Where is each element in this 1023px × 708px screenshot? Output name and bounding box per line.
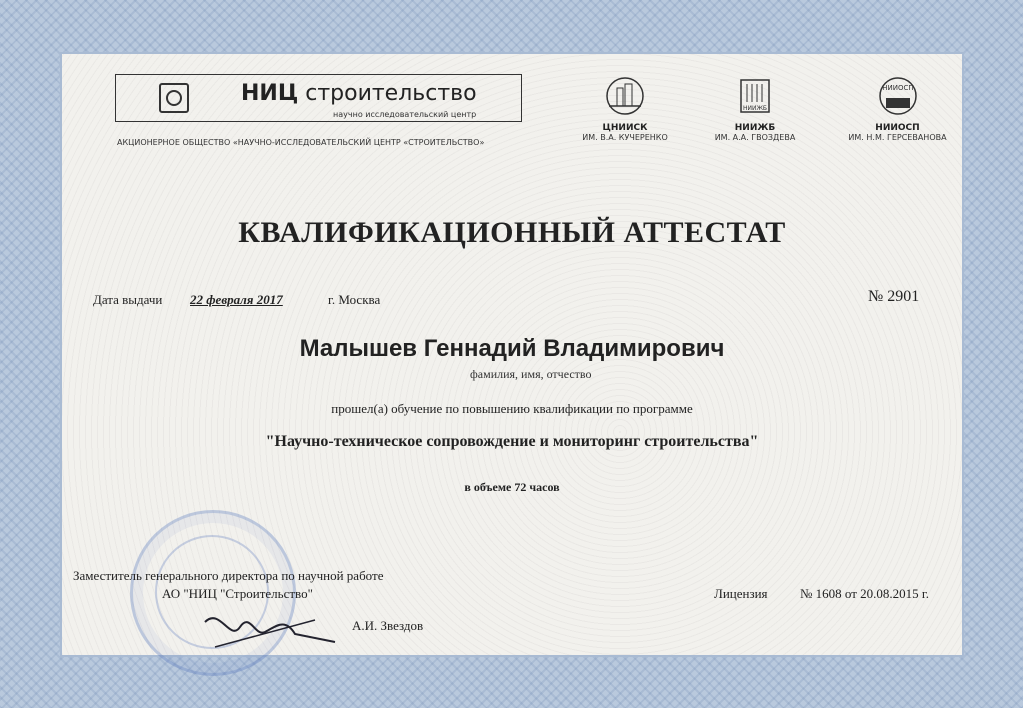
signer-org: АО "НИЦ "Строительство" [162,586,313,601]
holder-name: Малышев Геннадий Владимирович [299,335,725,362]
institute-subtitle: ИМ. В.А. КУЧЕРЕНКО [582,133,668,142]
institute-subtitle: ИМ. Н.М. ГЕРСЕВАНОВА [848,133,947,142]
logo-title: НИЦ строительство [241,81,477,106]
institute-name: НИИЖБ [734,123,776,133]
nic-logo-icon [159,83,189,113]
company-line: АКЦИОНЕРНОЕ ОБЩЕСТВО «НАУЧНО-ИССЛЕДОВАТЕЛЬСКИЙ ЦЕНТР «СТРОИТЕЛЬСТВО» [117,138,485,147]
institute-name: ЦНИИСК [602,123,648,133]
program-title: "Научно-техническое сопровождение и мониторинг строительства" [265,433,759,450]
certificate-body [60,52,964,657]
logo-subtitle: научно исследовательский центр [333,110,477,119]
institute-niizhb [700,76,810,142]
license-value: № 1608 от 20.08.2015 г. [800,586,930,601]
license-label: Лицензия [714,586,768,601]
issue-city: г. Москва [328,292,381,307]
niizhb-emblem-icon [735,76,775,116]
certificate-number: № 2901 [868,288,920,305]
institute-tsniisk [570,76,680,142]
signer-title: Заместитель генерального директора по научной работе [73,568,384,583]
document-title: КВАЛИФИКАЦИОННЫЙ АТТЕСТАТ [238,216,786,249]
institute-subtitle: ИМ. А.А. ГВОЗДЕВА [714,133,796,142]
holder-name-caption: фамилия, имя, отчество [470,367,592,381]
niiosp-emblem-text: НИИОСП [881,84,914,92]
niizhb-emblem-text: НИИЖБ [742,105,768,112]
institute-name: НИИОСП [875,123,920,133]
volume-hours: в объеме 72 часов [464,480,560,494]
signature-icon [195,602,345,652]
issue-date: 22 февраля 2017 [190,292,283,307]
niiosp-emblem-icon [878,76,918,116]
institute-niiosp [835,76,960,142]
training-line: прошел(а) обучение по повышению квалификации по программе [331,401,693,416]
issue-label: Дата выдачи [93,292,163,307]
building-emblem-icon [605,76,645,116]
signer-name: А.И. Звездов [352,618,424,633]
